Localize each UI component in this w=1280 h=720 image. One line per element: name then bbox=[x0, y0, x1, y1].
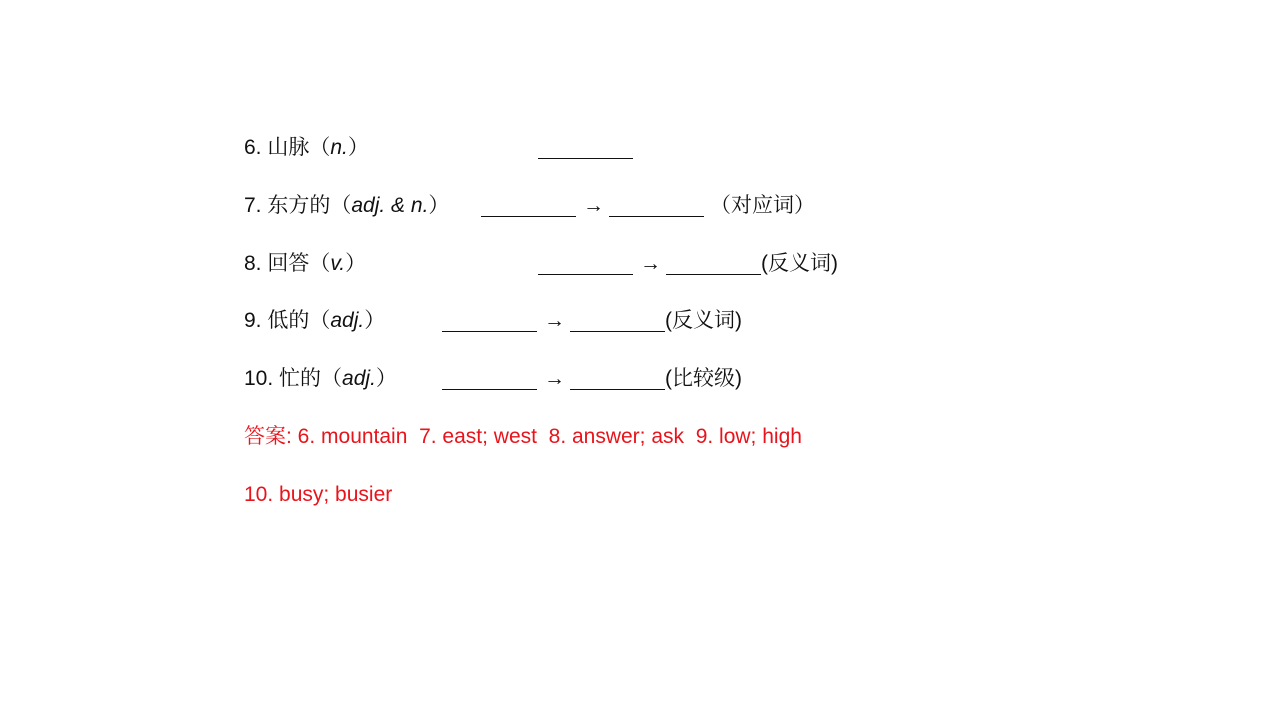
arrow-icon: → bbox=[544, 367, 565, 390]
answer-blank-2[interactable] bbox=[570, 389, 665, 390]
close-paren: ） bbox=[428, 194, 450, 217]
exercise-label bbox=[244, 133, 369, 163]
exercise-word: 低的 bbox=[267, 309, 310, 332]
exercise-label bbox=[244, 306, 385, 336]
close-paren: ） bbox=[345, 252, 367, 275]
answer-blank-1[interactable] bbox=[442, 331, 537, 332]
part-of-speech: v. bbox=[330, 252, 346, 275]
exercise-number: 9. bbox=[244, 309, 262, 332]
answer-key-line-2 bbox=[244, 480, 392, 510]
open-paren: （ bbox=[309, 252, 331, 275]
exercise-label bbox=[244, 191, 449, 221]
exercise-note: (比较级) bbox=[665, 367, 742, 390]
open-paren: （ bbox=[330, 194, 352, 217]
close-paren: ） bbox=[375, 367, 397, 390]
answer-key-line-1 bbox=[244, 422, 802, 452]
answer-label: 答案 bbox=[244, 425, 286, 448]
answer-blank-1[interactable] bbox=[538, 158, 633, 159]
exercise-word: 回答 bbox=[267, 252, 310, 275]
exercise-number: 6. bbox=[244, 136, 262, 159]
exercise-label bbox=[244, 249, 366, 279]
open-paren: （ bbox=[309, 309, 331, 332]
answer-text: : 6. mountain 7. east; west 8. answer; ask 9. low; high bbox=[286, 425, 802, 448]
close-paren: ） bbox=[364, 309, 386, 332]
answer-blank-2[interactable] bbox=[570, 331, 665, 332]
part-of-speech: n. bbox=[330, 136, 348, 159]
answer-blank-2[interactable] bbox=[666, 274, 761, 275]
exercise-word: 山脉 bbox=[267, 136, 310, 159]
exercise-number: 7. bbox=[244, 194, 262, 217]
answer-blank-1[interactable] bbox=[481, 216, 576, 217]
exercise-note: (反义词) bbox=[761, 252, 838, 275]
arrow-icon: → bbox=[583, 194, 604, 217]
answer-blank-1[interactable] bbox=[442, 389, 537, 390]
answer-blank-1[interactable] bbox=[538, 274, 633, 275]
arrow-icon: → bbox=[640, 252, 661, 275]
part-of-speech: adj. & n. bbox=[351, 194, 429, 217]
close-paren: ） bbox=[347, 136, 369, 159]
exercise-word: 东方的 bbox=[267, 194, 331, 217]
open-paren: （ bbox=[321, 367, 343, 390]
exercise-note: （对应词） bbox=[710, 194, 815, 217]
exercise-number: 8. bbox=[244, 252, 262, 275]
exercise-number: 10. bbox=[244, 367, 274, 390]
answer-text: 10. busy; busier bbox=[244, 483, 393, 506]
part-of-speech: adj. bbox=[330, 309, 365, 332]
answer-blank-2[interactable] bbox=[609, 216, 704, 217]
open-paren: （ bbox=[309, 136, 331, 159]
exercise-note: (反义词) bbox=[665, 309, 742, 332]
part-of-speech: adj. bbox=[342, 367, 376, 390]
arrow-icon: → bbox=[544, 309, 565, 332]
exercise-label bbox=[244, 364, 397, 394]
exercise-word: 忙的 bbox=[279, 367, 322, 390]
